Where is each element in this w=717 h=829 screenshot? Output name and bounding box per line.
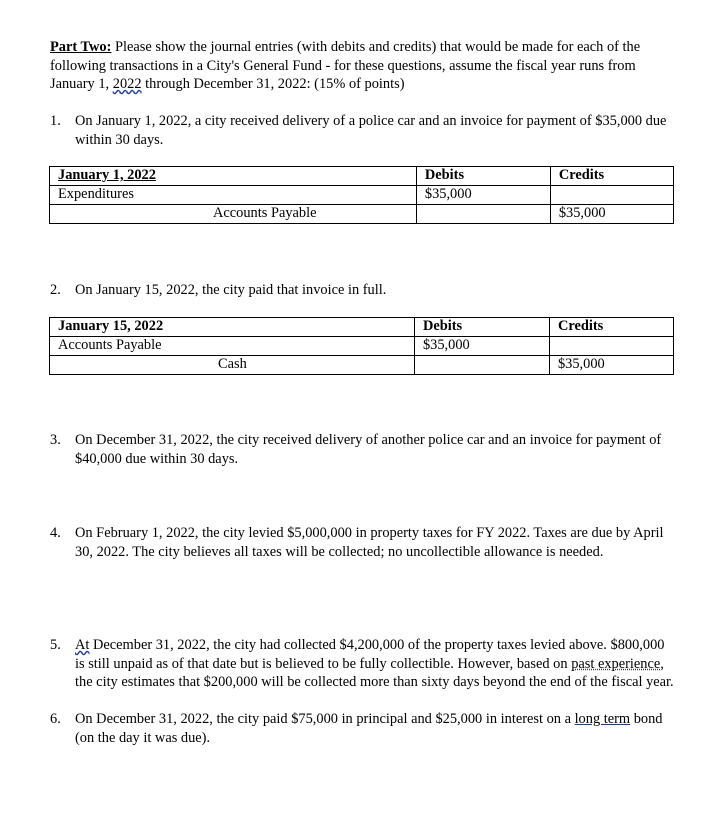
credit-account: Cash <box>50 356 415 375</box>
question-item-2 <box>50 281 675 300</box>
journal-credit-row <box>50 205 674 224</box>
item-text-b: bond (on the day it was due). <box>75 711 663 746</box>
journal-debit-row <box>50 337 674 356</box>
question-item-4 <box>50 524 675 561</box>
credit-debit-cell <box>416 205 550 224</box>
item-text: On January 15, 2022, the city paid that invoice in full. <box>75 282 387 298</box>
item-text <box>75 636 675 692</box>
item-text-at: At <box>75 637 90 653</box>
item-text-b: , the city estimates that $200,000 will be collected more than sixty days beyond the end of the fiscal year. <box>75 655 674 690</box>
journal-entry-table-1 <box>49 166 674 224</box>
credits-header: Credits <box>550 167 673 186</box>
journal-date: January 1, 2022 <box>58 167 156 183</box>
item-number: 4. <box>50 525 61 541</box>
item-text <box>75 710 675 747</box>
debit-amount: $35,000 <box>416 186 550 205</box>
item-text-a: December 31, 2022, the city had collected $4,200,000 of the property taxes levied above. $800,000 is still unpaid as of that date but is believed to be fully collectible. However, based on <box>75 637 665 672</box>
journal-debit-row <box>50 186 674 205</box>
debit-amount: $35,000 <box>414 337 549 356</box>
item-number: 1. <box>50 113 61 129</box>
intro-paragraph <box>50 38 680 94</box>
journal-header-row <box>50 318 674 337</box>
debit-account: Expenditures <box>50 186 417 205</box>
question-item-6 <box>50 710 675 747</box>
item-text: On February 1, 2022, the city levied $5,000,000 in property taxes for FY 2022. Taxes are due by April 30, 2022. The city believes all taxes will be collected; no uncollectible allowance is needed. <box>75 525 664 560</box>
item-text: On January 1, 2022, a city received delivery of a police car and an invoice for payment of $35,000 due within 30 days. <box>75 113 667 148</box>
credit-debit-cell <box>414 356 549 375</box>
item-number: 5. <box>50 637 61 653</box>
item-text-past: past experience <box>571 655 661 672</box>
debit-account: Accounts Payable <box>50 337 415 356</box>
debit-credit-cell <box>550 186 673 205</box>
journal-header-row <box>50 167 674 186</box>
journal-entry-table-2 <box>49 317 674 375</box>
credit-amount: $35,000 <box>550 205 673 224</box>
item-number: 6. <box>50 711 61 727</box>
journal-date: January 15, 2022 <box>58 318 164 334</box>
part-heading: Part Two: <box>50 39 112 55</box>
credit-amount: $35,000 <box>549 356 673 375</box>
journal-date-cell <box>50 318 415 337</box>
credits-header: Credits <box>549 318 673 337</box>
item-text: On December 31, 2022, the city received delivery of another police car and an invoice for payment of $40,000 due within 30 days. <box>75 432 662 467</box>
item-number: 2. <box>50 282 61 298</box>
credit-account: Accounts Payable <box>50 205 417 224</box>
intro-text-b: through December 31, 2022: (15% of points) <box>141 76 405 92</box>
item-number: 3. <box>50 432 61 448</box>
question-item-1 <box>50 112 675 149</box>
intro-year: 2022 <box>112 76 142 92</box>
item-text-a: On December 31, 2022, the city paid $75,000 in principal and $25,000 in interest on a <box>75 711 575 727</box>
question-item-5 <box>50 636 675 692</box>
journal-date-cell <box>50 167 417 186</box>
debits-header: Debits <box>416 167 550 186</box>
intro-text-a: Please show the journal entries (with debits and credits) that would be made for each of the following transactions in a City's General Fund - for these questions, assume the fiscal year runs from January 1, <box>50 39 641 92</box>
debit-credit-cell <box>549 337 673 356</box>
item-text-long: long term <box>574 711 631 727</box>
debits-header: Debits <box>414 318 549 337</box>
question-item-3 <box>50 431 675 468</box>
journal-credit-row <box>50 356 674 375</box>
